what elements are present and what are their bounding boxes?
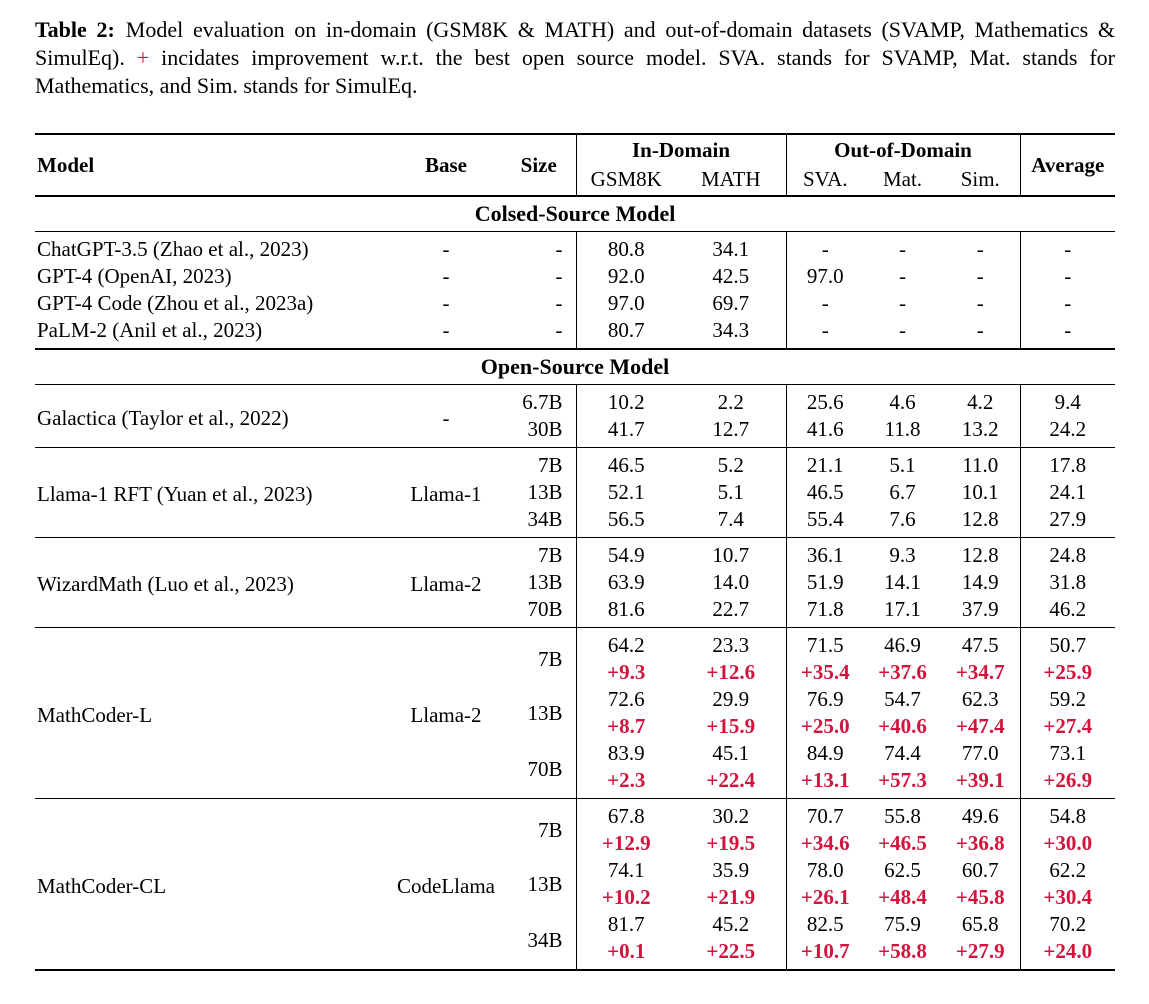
model-name: ChatGPT-3.5 (Zhao et al., 2023) [37, 237, 309, 261]
model-name: Galactica (Taylor et al., 2022) [37, 405, 289, 430]
delta-cell: +30.0 [1020, 830, 1115, 857]
delta-cell: +21.9 [706, 885, 756, 909]
col-header-in-domain: In-Domain [576, 134, 786, 165]
data-row [35, 263, 1115, 290]
delta-cell: +22.4 [706, 768, 756, 792]
value-cell: 80.7 [576, 317, 676, 349]
caption-text-after-plus: incidates improvement w.r.t. the best open source model. SVA. stands for SVAMP, Mat. stands for Mathematics, and Sim. stands for SimulEq. [35, 45, 1116, 98]
value-cell: 74.1 [576, 857, 676, 884]
value-cell: 97.0 [786, 263, 864, 290]
value-cell: 29.9 [712, 687, 750, 711]
col-header-model: Model [37, 153, 95, 177]
caption-plus-sign: + [136, 45, 150, 70]
delta-cell: +37.6 [878, 660, 927, 684]
value-cell: 22.7 [712, 597, 750, 621]
value-cell: 5.1 [864, 448, 941, 480]
value-cell: - [786, 232, 864, 264]
value-cell: 83.9 [576, 740, 676, 767]
delta-cell: +47.4 [955, 714, 1005, 738]
value-cell: - [899, 291, 906, 315]
value-cell: 23.3 [676, 628, 786, 660]
delta-cell: +12.9 [576, 830, 676, 857]
value-cell: 74.4 [884, 741, 921, 765]
base-name: CodeLlama [390, 799, 502, 971]
col-header-gsm8k: GSM8K [576, 165, 676, 196]
base-name: Llama-2 [390, 628, 502, 799]
value-cell: 47.5 [941, 628, 1020, 660]
model-name: WizardMath (Luo et al., 2023) [35, 538, 390, 628]
delta-cell: +0.1 [576, 938, 676, 970]
delta-cell: +10.2 [576, 884, 676, 911]
size-label: - [555, 318, 563, 342]
size-label: 70B [527, 756, 563, 781]
value-cell: 14.1 [884, 570, 921, 594]
header-row-groups [35, 134, 1115, 165]
value-cell: 34.1 [712, 237, 750, 261]
results-table [35, 133, 1115, 971]
base-name: - [442, 405, 450, 430]
data-row [35, 628, 1115, 660]
size-label: 13B [527, 871, 563, 896]
base-name: Llama-1 [390, 448, 502, 538]
delta-cell: +58.8 [878, 939, 927, 963]
delta-cell: +8.7 [576, 713, 676, 740]
value-cell: 72.6 [576, 686, 676, 713]
caption-text-before-plus: Model evaluation on in-domain (GSM8K & MATH) and out-of-domain datasets (SVAMP, Mathematics & SimulEq). [35, 17, 1115, 70]
table-body [35, 196, 1115, 970]
value-cell: 55.8 [864, 799, 941, 831]
base-name: - [442, 264, 450, 288]
value-cell: - [786, 317, 864, 349]
value-cell: 75.9 [884, 912, 921, 936]
value-cell: 14.9 [961, 570, 999, 594]
data-row [35, 232, 1115, 264]
delta-cell: +19.5 [706, 831, 756, 855]
size-label: 34B [527, 927, 563, 952]
value-cell: 42.5 [712, 264, 750, 288]
base-name: - [442, 318, 450, 342]
data-row [35, 538, 1115, 570]
model-name: MathCoder-L [35, 628, 390, 799]
value-cell: 11.0 [941, 448, 1020, 480]
value-cell: 9.3 [864, 538, 941, 570]
value-cell: 55.4 [786, 506, 864, 538]
size-label: 30B [527, 417, 563, 441]
value-cell: - [976, 264, 984, 288]
value-cell: - [976, 237, 984, 261]
delta-cell: +13.1 [786, 767, 864, 799]
value-cell: - [1020, 232, 1115, 264]
delta-cell: +39.1 [955, 768, 1005, 792]
data-row [35, 448, 1115, 480]
value-cell: 34.3 [712, 318, 750, 342]
size-label: 7B [502, 448, 576, 480]
value-cell: 54.8 [1020, 799, 1115, 831]
value-cell: 41.6 [786, 416, 864, 448]
model-name: GPT-4 (OpenAI, 2023) [37, 264, 232, 288]
col-header-math: MATH [700, 167, 761, 191]
model-name: PaLM-2 (Anil et al., 2023) [37, 318, 263, 342]
value-cell: 62.5 [884, 858, 921, 882]
delta-cell: +30.4 [1020, 884, 1115, 911]
value-cell: - [976, 291, 984, 315]
value-cell: 65.8 [961, 912, 999, 936]
model-name: Llama-1 RFT (Yuan et al., 2023) [35, 448, 390, 538]
value-cell: 13.2 [961, 417, 999, 441]
value-cell: 7.6 [889, 507, 916, 531]
value-cell: 17.1 [884, 597, 921, 621]
delta-cell: +27.9 [955, 939, 1005, 963]
size-label: 7B [502, 799, 576, 858]
value-cell: - [976, 318, 984, 342]
value-cell: 63.9 [576, 569, 676, 596]
base-name: - [442, 291, 450, 315]
value-cell: 97.0 [576, 290, 676, 317]
section-row [35, 196, 1115, 232]
value-cell: 92.0 [576, 263, 676, 290]
value-cell: 7.4 [717, 507, 744, 531]
value-cell: 71.8 [786, 596, 864, 628]
value-cell: 11.8 [884, 417, 921, 441]
value-cell: 12.8 [961, 507, 999, 531]
value-cell: 5.1 [717, 480, 744, 504]
delta-cell: +22.5 [706, 939, 756, 963]
col-header-base: Base [425, 153, 467, 177]
value-cell: 73.1 [1020, 740, 1115, 767]
base-name: Llama-2 [390, 538, 502, 628]
size-label: 13B [527, 480, 563, 504]
value-cell: 70.7 [786, 799, 864, 831]
delta-cell: +26.9 [1020, 767, 1115, 799]
value-cell: 51.9 [786, 569, 864, 596]
value-cell: 10.7 [676, 538, 786, 570]
value-cell: 60.7 [961, 858, 999, 882]
value-cell: 45.1 [712, 741, 750, 765]
value-cell: 70.2 [1020, 911, 1115, 938]
value-cell: 30.2 [676, 799, 786, 831]
value-cell: - [899, 318, 906, 342]
base-name: - [442, 237, 450, 261]
delta-cell: +24.0 [1020, 938, 1115, 970]
value-cell: 54.7 [884, 687, 921, 711]
value-cell: 46.9 [864, 628, 941, 660]
value-cell: 52.1 [576, 479, 676, 506]
value-cell: 81.6 [576, 596, 676, 628]
col-header-mat: Mat. [882, 167, 923, 191]
value-cell: 35.9 [712, 858, 750, 882]
value-cell: 77.0 [961, 741, 999, 765]
value-cell: 62.3 [961, 687, 999, 711]
delta-cell: +45.8 [955, 885, 1005, 909]
value-cell: 46.2 [1020, 596, 1115, 628]
value-cell: 41.7 [576, 416, 676, 448]
value-cell: - [1020, 263, 1115, 290]
value-cell: 37.9 [961, 597, 999, 621]
col-header-sim: Sim. [960, 167, 1000, 191]
value-cell: 80.8 [576, 232, 676, 264]
value-cell: - [786, 290, 864, 317]
delta-cell: +15.9 [706, 714, 756, 738]
value-cell: 36.1 [786, 538, 864, 570]
col-header-out-of-domain: Out-of-Domain [786, 134, 1020, 165]
value-cell: - [899, 237, 906, 261]
section-row [35, 349, 1115, 385]
delta-cell: +26.1 [786, 884, 864, 911]
delta-cell: +27.4 [1020, 713, 1115, 740]
value-cell: 76.9 [786, 686, 864, 713]
model-name: GPT-4 Code (Zhou et al., 2023a) [37, 291, 314, 315]
value-cell: 45.2 [712, 912, 750, 936]
delta-cell: +40.6 [878, 714, 927, 738]
value-cell: 31.8 [1020, 569, 1115, 596]
value-cell: 54.9 [576, 538, 676, 570]
value-cell: 5.2 [676, 448, 786, 480]
delta-cell: +34.6 [786, 830, 864, 857]
value-cell: 78.0 [786, 857, 864, 884]
value-cell: 17.8 [1020, 448, 1115, 480]
col-header-average: Average [1020, 134, 1115, 196]
model-name: MathCoder-CL [35, 799, 390, 971]
delta-cell: +48.4 [878, 885, 927, 909]
data-row [35, 290, 1115, 317]
value-cell: 24.2 [1020, 416, 1115, 448]
table-caption [35, 16, 1115, 100]
delta-cell: +10.7 [786, 938, 864, 970]
value-cell: 2.2 [717, 390, 744, 414]
size-label: 34B [527, 507, 563, 531]
value-cell: 25.6 [786, 385, 864, 417]
delta-cell: +2.3 [576, 767, 676, 799]
value-cell: 21.1 [786, 448, 864, 480]
size-label: - [555, 237, 563, 261]
size-label: 70B [527, 597, 563, 621]
delta-cell: +9.3 [576, 659, 676, 686]
size-label: 6.7B [522, 390, 563, 414]
value-cell: 50.7 [1020, 628, 1115, 660]
value-cell: 12.8 [941, 538, 1020, 570]
size-label: - [555, 291, 563, 315]
value-cell: 84.9 [786, 740, 864, 767]
delta-cell: +46.5 [878, 831, 927, 855]
value-cell: - [899, 264, 906, 288]
delta-cell: +25.0 [786, 713, 864, 740]
value-cell: 49.6 [941, 799, 1020, 831]
value-cell: 71.5 [786, 628, 864, 660]
delta-cell: +34.7 [955, 660, 1005, 684]
delta-cell: +12.6 [706, 660, 756, 684]
value-cell: 82.5 [786, 911, 864, 938]
value-cell: 46.5 [576, 448, 676, 480]
col-header-size: Size [520, 153, 557, 177]
value-cell: 69.7 [712, 291, 750, 315]
value-cell: 10.1 [961, 480, 999, 504]
section-title: Open-Source Model [35, 349, 1115, 385]
value-cell: 64.2 [576, 628, 676, 660]
size-label: 7B [502, 538, 576, 570]
delta-cell: +57.3 [878, 768, 927, 792]
table-header [35, 134, 1115, 196]
section-title: Colsed-Source Model [35, 196, 1115, 232]
value-cell: 4.6 [889, 390, 916, 414]
value-cell: 6.7 [889, 480, 916, 504]
value-cell: 24.1 [1020, 479, 1115, 506]
value-cell: 4.2 [967, 390, 994, 414]
col-header-sva: SVA. [786, 165, 864, 196]
value-cell: - [1020, 290, 1115, 317]
value-cell: - [1020, 317, 1115, 349]
size-label: 7B [502, 628, 576, 687]
value-cell: 24.8 [1020, 538, 1115, 570]
value-cell: 81.7 [576, 911, 676, 938]
value-cell: 56.5 [576, 506, 676, 538]
data-row [35, 317, 1115, 349]
data-row [35, 799, 1115, 831]
size-label: 13B [527, 700, 563, 725]
value-cell: 67.8 [576, 799, 676, 831]
value-cell: 62.2 [1020, 857, 1115, 884]
delta-cell: +36.8 [955, 831, 1005, 855]
delta-cell: +25.9 [1020, 659, 1115, 686]
value-cell: 10.2 [576, 385, 676, 417]
value-cell: 27.9 [1020, 506, 1115, 538]
size-label: - [555, 264, 563, 288]
value-cell: 46.5 [786, 479, 864, 506]
value-cell: 12.7 [712, 417, 750, 441]
value-cell: 9.4 [1020, 385, 1115, 417]
delta-cell: +35.4 [786, 659, 864, 686]
caption-label: Table 2: [35, 17, 115, 42]
size-label: 13B [527, 570, 563, 594]
data-row [35, 385, 1115, 417]
value-cell: 59.2 [1020, 686, 1115, 713]
value-cell: 14.0 [712, 570, 750, 594]
